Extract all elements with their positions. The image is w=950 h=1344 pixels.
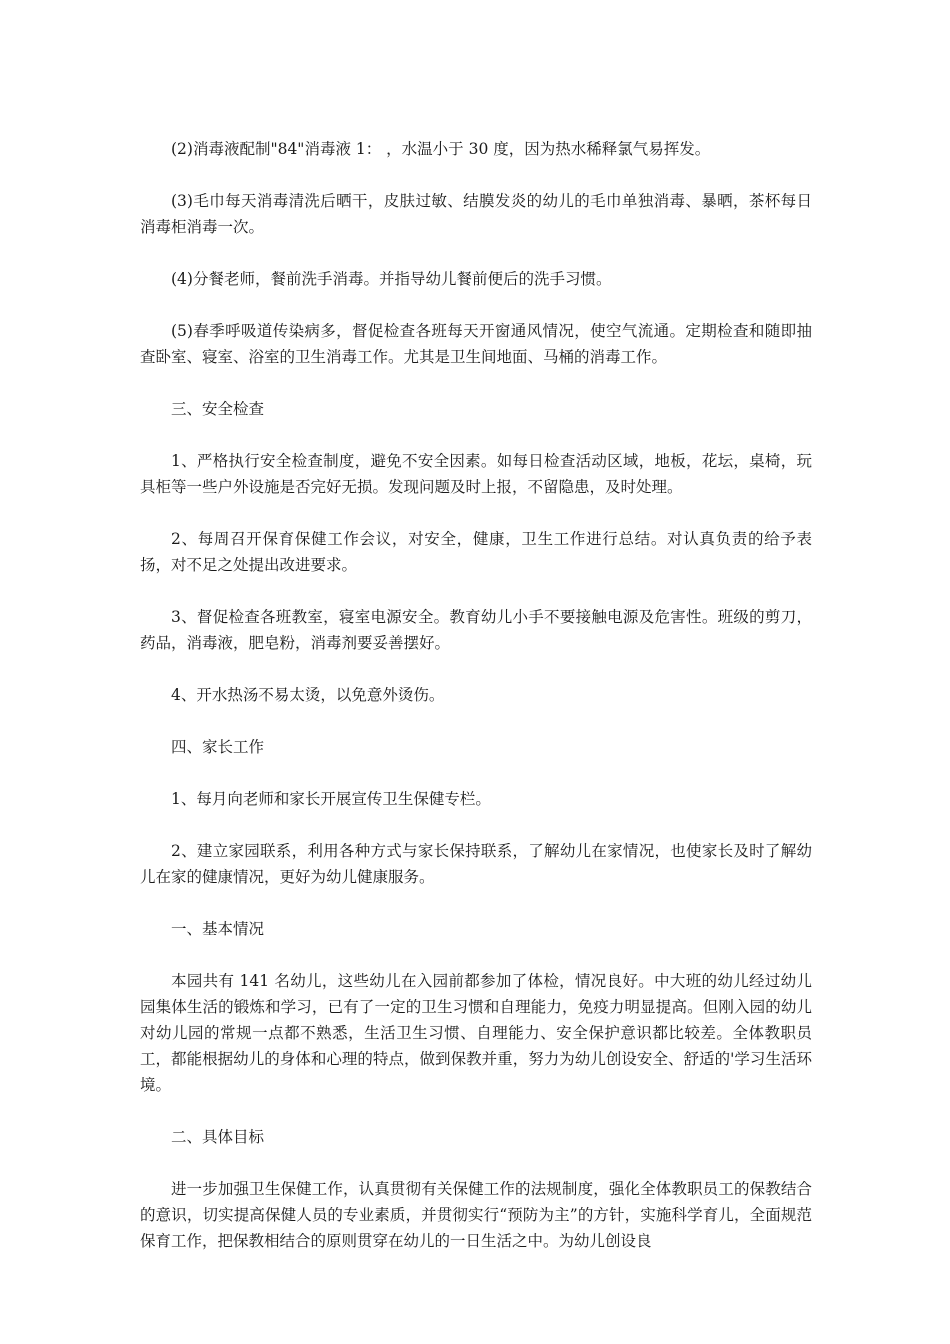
paragraph: 3、督促检查各班教室，寝室电源安全。教育幼儿小手不要接触电源及危害性。班级的剪刀，药品，消毒液，肥皂粉，消毒剂要妥善摆好。 <box>140 608 812 652</box>
paragraph: 2、建立家园联系，利用各种方式与家长保持联系，了解幼儿在家情况，也使家长及时了解幼儿在家的健康情况，更好为幼儿健康服务。 <box>140 842 812 886</box>
section-heading: 四、家长工作 <box>171 738 265 756</box>
paragraph: 2、每周召开保育保健工作会议，对安全，健康，卫生工作进行总结。对认真负责的给予表扬，对不足之处提出改进要求。 <box>140 530 812 574</box>
section-heading: 一、基本情况 <box>171 920 265 938</box>
paragraph: (3)毛巾每天消毒清洗后晒干，皮肤过敏、结膜发炎的幼儿的毛巾单独消毒、暴晒，茶杯每日消毒柜消毒一次。 <box>140 192 812 236</box>
paragraph: 4、开水热汤不易太烫，以免意外烫伤。 <box>171 686 445 704</box>
paragraph: 1、每月向老师和家长开展宣传卫生保健专栏。 <box>171 790 491 808</box>
paragraph: (5)春季呼吸道传染病多，督促检查各班每天开窗通风情况，使空气流通。定期检查和随即抽查卧室、寝室、浴室的卫生消毒工作。尤其是卫生间地面、马桶的消毒工作。 <box>140 322 812 366</box>
paragraph: 本园共有 141 名幼儿，这些幼儿在入园前都参加了体检，情况良好。中大班的幼儿经过幼儿园集体生活的锻炼和学习，已有了一定的卫生习惯和自理能力，免疫力明显提高。但刚入园的幼儿对幼儿园的常规一点都不熟悉，生活卫生习惯、自理能力、安全保护意识都比较差。全体教职员工，都能根据幼儿的身体和心理的特点，做到保教并重，努力为幼儿创设安全、舒适的'学习生活环境。 <box>140 972 812 1094</box>
paragraph: 1、严格执行安全检查制度，避免不安全因素。如每日检查活动区域，地板，花坛，桌椅，玩具柜等一些户外设施是否完好无损。发现问题及时上报，不留隐患，及时处理。 <box>140 452 812 496</box>
section-heading: 三、安全检查 <box>171 400 265 418</box>
document-body <box>140 136 812 1280</box>
paragraph: 进一步加强卫生保健工作，认真贯彻有关保健工作的法规制度，强化全体教职员工的保教结合的意识，切实提高保健人员的专业素质，并贯彻实行“预防为主”的方针，实施科学育儿，全面规范保育工作，把保教相结合的原则贯穿在幼儿的一日生活之中。为幼儿创设良 <box>140 1180 812 1250</box>
section-heading: 二、具体目标 <box>171 1128 265 1146</box>
paragraph: (4)分餐老师，餐前洗手消毒。并指导幼儿餐前便后的洗手习惯。 <box>171 270 612 288</box>
paragraph: (2)消毒液配制"84"消毒液 1： ，水温小于 30 度，因为热水稀释氯气易挥发。 <box>171 140 711 158</box>
